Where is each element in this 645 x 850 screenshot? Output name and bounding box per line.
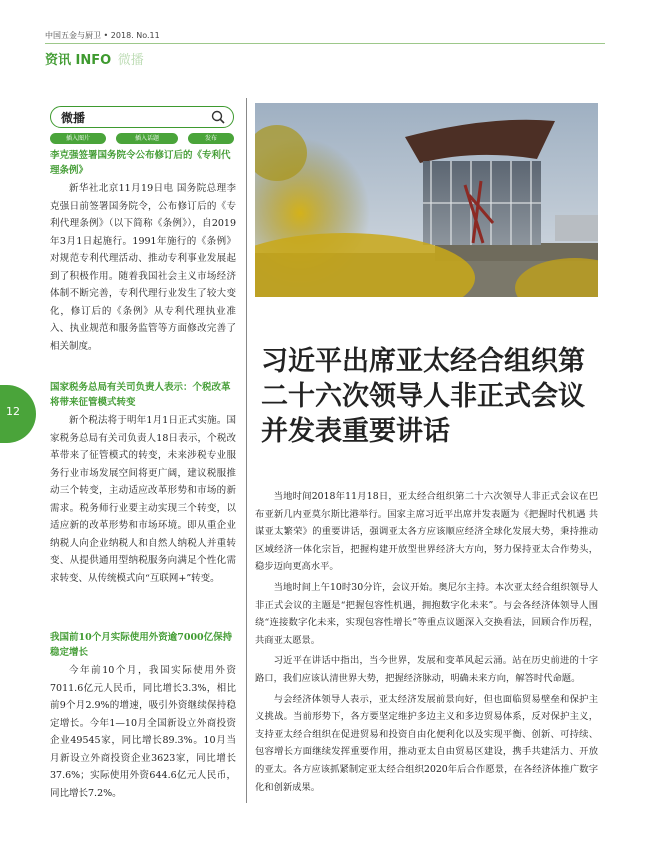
search-icon[interactable] xyxy=(211,110,225,124)
article-paragraph: 与会经济体领导人表示，亚太经济发展前景向好，但也面临贸易壁垒和保护主义挑战。当前形势下，各方要坚定维护多边主义和多边贸易体系，反对保护主义，支持亚太经合组织在促进贸易和投资自由化便利化以及实现平衡、创新、可持续、包容增长方面继续发挥重要作用，推动亚太自由贸易区建设，携手共建活力、开放的亚太。各方应该抓紧制定亚太经合组织2020年后合作愿景，在各经济体推广数字化和创新成果。 xyxy=(255,693,598,793)
feature-headline: 习近平出席亚太经合组织第二十六次领导人非正式会议并发表重要讲话 xyxy=(261,346,585,447)
issue-info: 中国五金与厨卫 • 2018. No.11 xyxy=(45,31,160,40)
insert-topic-button[interactable]: 插入话题 xyxy=(116,133,178,144)
weibo-search-box[interactable] xyxy=(50,106,234,128)
publish-button[interactable]: 发布 xyxy=(188,133,234,144)
section-title-en: INFO xyxy=(75,53,112,68)
news-title: 国家税务总局有关司负责人表示：个税改革将带来征管模式转变 xyxy=(50,382,231,408)
news-body: 新个税法将于明年1月1日正式实施。国家税务总局有关司负责人18日表示，个税改革带来了征管模式的转变，未来涉税专业服务行业市场发展空间将更广阔，建议税服推动三个转变，主动适应改革形势和市场的新需求。税务师行业要主动实现三个转变，以适应新的改革形势和市场环境。即从重企业纳税人向企业纳税人和自然人纳税人并重转变、从提供通用型纳税服务向满足个性化需求转变、从传统模式向“互联网+”转变。 xyxy=(50,415,236,584)
news-title: 李克强签署国务院令公布修订后的《专利代理条例》 xyxy=(50,150,231,176)
column-divider xyxy=(246,98,247,803)
building-illustration xyxy=(255,103,598,297)
article-paragraph: 当地时间上午10时30分许，会议开始。奥尼尔主持。本次亚太经合组织领导人非正式会议的主题是“把握包容性机遇，拥抱数字化未来”。与会各经济体领导人围绕“连接数字化未来，实现包容性增长”等重点议题深入交换看法，回顾合作历程，共商亚太愿景。 xyxy=(255,581,598,646)
page-number: 12 xyxy=(6,405,20,418)
feature-photo xyxy=(255,103,598,297)
article-paragraph: 当地时间2018年11月18日，亚太经合组织第二十六次领导人非正式会议在巴布亚新几内亚莫尔斯比港举行。国家主席习近平出席并发表题为《把握时代机遇 共谋亚太繁荣》的重要讲话，强调亚太各方应该顺应经济全球化发展大势，秉持推动区域经济一体化宗旨，把握构建开放型世界经济大方向，努力保持亚太合作势头，稳步迈向更高水平。 xyxy=(255,491,598,573)
news-item xyxy=(50,381,236,587)
news-body: 新华社北京11月19日电 国务院总理李克强日前签署国务院令，公布修订后的《专利代理条例》（以下简称《条例》），自2019年3月1日起施行。1991年施行的《条例》对规范专利代理活动、推动专利事业发展起到了积极作用。随着我国社会主义市场经济体制不断完善，专利代理行业发生了较大变化，修订后的《条例》从专利代理执业准入、执业规范和服务监管等方面修改完善了相关制度。 xyxy=(50,183,236,352)
article-paragraph: 习近平在讲话中指出，当今世界，发展和变革风起云涌。站在历史前进的十字路口，我们应该认清世界大势，把握经济脉动，明确未来方向，解答时代命题。 xyxy=(255,655,598,684)
insert-image-button[interactable]: 插入图片 xyxy=(50,133,106,144)
page-number-tab xyxy=(0,385,36,443)
section-title-cn: 资讯 xyxy=(45,53,72,68)
weibo-label: 微播 xyxy=(61,111,86,125)
news-item xyxy=(50,631,236,802)
header-divider xyxy=(45,43,605,44)
section-title xyxy=(45,49,144,68)
feature-article xyxy=(255,488,598,799)
news-item xyxy=(50,149,236,355)
section-title-sub: 微播 xyxy=(117,53,144,68)
news-body: 今年前10个月，我国实际使用外资7011.6亿元人民币，同比增长3.3%，相比前9个月2.9%的增速，吸引外资继续保持稳定增长。今年1—10月全国新设立外商投资企业49545家，同比增长89.3%。10月当月新设立外商投资企业3623家，同比增长37.6%；实际使用外资644.6亿元人民币，同比增长7.2%。 xyxy=(50,665,236,799)
news-title: 我国前10个月实际使用外资逾7000亿保持稳定增长 xyxy=(50,632,233,658)
